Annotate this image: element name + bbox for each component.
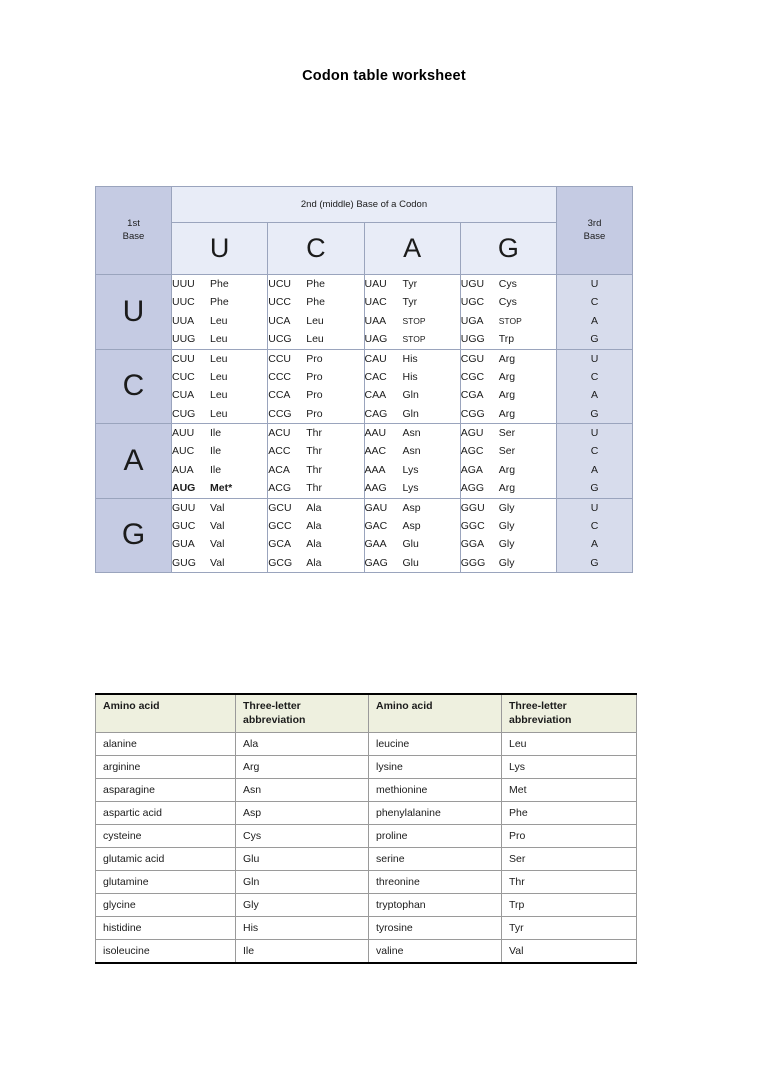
table-row: [96, 848, 637, 871]
middle-base-g: G: [460, 223, 556, 275]
codon-entry: GUC Val: [172, 519, 225, 532]
cell-abbrev: Gln: [236, 871, 369, 894]
codon-entry: UGG Trp: [460, 333, 515, 346]
codon-row-a: [96, 424, 633, 499]
cell-abbrev: Arg: [236, 756, 369, 779]
codon-entry: CCU Pro: [268, 352, 323, 365]
cell-abbrev: Lys: [502, 756, 637, 779]
table-row: [96, 871, 637, 894]
amino-acid-table-container: [95, 693, 636, 964]
table-row: [96, 802, 637, 825]
table-row: [96, 779, 637, 802]
codon-entry: GAC Asp: [364, 519, 421, 532]
cell-abbrev: Asp: [236, 802, 369, 825]
codon-entry: AAC Asn: [364, 445, 421, 458]
codon-entry: UGC Cys: [460, 296, 517, 309]
cell-amino-acid: aspartic acid: [96, 802, 236, 825]
third-base-cell-a: U C A G: [557, 424, 633, 499]
codon-row-g: [96, 498, 633, 573]
third-base-header-line1: 3rd: [587, 217, 602, 229]
amino-acid-header-row: [96, 694, 637, 733]
codon-table-header-row-1: [96, 187, 633, 223]
middle-base-u: U: [172, 223, 268, 275]
codon-entry: UGA STOP: [460, 314, 522, 327]
codon-entry: GCA Ala: [268, 538, 322, 551]
cell-abbrev: Pro: [502, 825, 637, 848]
codon-table-container: [95, 186, 633, 573]
cell-abbrev: Leu: [502, 733, 637, 756]
codon-cell-cu: [172, 349, 268, 424]
codon-entry: AAA Lys: [364, 463, 419, 476]
codon-cell-aa: [364, 424, 460, 499]
codon-cell-cc: [268, 349, 364, 424]
codon-cell-ca: [364, 349, 460, 424]
cell-abbrev: Ile: [236, 940, 369, 964]
codon-cell-gg: [460, 498, 556, 573]
codon-cell-gc: [268, 498, 364, 573]
codon-cell-ug: [460, 275, 556, 350]
codon-entry: CUU Leu: [172, 352, 228, 365]
cell-abbrev: Tyr: [502, 917, 637, 940]
codon-entry: CUA Leu: [172, 389, 228, 402]
third-base-header: [557, 187, 633, 275]
document-page: [0, 68, 768, 1092]
column-header-amino-acid-2: Amino acid: [369, 694, 502, 733]
codon-table-header-row-2: [96, 223, 633, 275]
column-header-abbrev-1: Three-letter abbreviation: [236, 694, 369, 733]
codon-entry: AUU Ile: [172, 427, 222, 439]
middle-base-c: C: [268, 223, 364, 275]
table-row: [96, 917, 637, 940]
third-base-cell-g: U C A G: [557, 498, 633, 573]
cell-abbrev: Cys: [236, 825, 369, 848]
amino-acid-table: [95, 693, 637, 964]
codon-entry: GUA Val: [172, 538, 225, 551]
table-row: [96, 825, 637, 848]
cell-amino-acid: asparagine: [96, 779, 236, 802]
cell-amino-acid: tryptophan: [369, 894, 502, 917]
codon-entry: ACG Thr: [268, 482, 322, 495]
codon-entry: GGA Gly: [460, 538, 515, 551]
codon-cell-ga: [364, 498, 460, 573]
codon-entry: CAG Gln: [364, 407, 419, 420]
codon-cell-gu: [172, 498, 268, 573]
codon-entry: ACU Thr: [268, 427, 322, 439]
third-base-header-line2: Base: [583, 230, 606, 242]
cell-amino-acid: leucine: [369, 733, 502, 756]
codon-entry: CCG Pro: [268, 407, 323, 420]
page-title: Codon table worksheet: [302, 68, 466, 84]
cell-amino-acid: alanine: [96, 733, 236, 756]
codon-entry: CAC His: [364, 370, 418, 383]
cell-abbrev: Trp: [502, 894, 637, 917]
codon-entry: GCG Ala: [268, 556, 322, 569]
cell-abbrev: Ser: [502, 848, 637, 871]
cell-amino-acid: proline: [369, 825, 502, 848]
codon-entry: CCA Pro: [268, 389, 323, 402]
cell-amino-acid: glycine: [96, 894, 236, 917]
codon-entry: UAU Tyr: [364, 278, 418, 290]
codon-entry: UGU Cys: [460, 278, 517, 290]
codon-entry: CUG Leu: [172, 407, 228, 420]
first-base-header-line1: 1st: [127, 217, 140, 229]
codon-entry: CGC Arg: [460, 370, 516, 383]
third-base-cell-u: U C A G: [557, 275, 633, 350]
cell-amino-acid: glutamic acid: [96, 848, 236, 871]
codon-entry: UAA STOP: [364, 314, 426, 327]
cell-amino-acid: valine: [369, 940, 502, 964]
codon-cell-cg: [460, 349, 556, 424]
codon-entry: UAG STOP: [364, 333, 426, 346]
codon-entry: GCC Ala: [268, 519, 322, 532]
cell-amino-acid: cysteine: [96, 825, 236, 848]
cell-abbrev: Asn: [236, 779, 369, 802]
codon-entry: GGC Gly: [460, 519, 515, 532]
codon-entry: CGG Arg: [460, 407, 516, 420]
codon-cell-uc: [268, 275, 364, 350]
codon-entry: UUC Phe: [172, 296, 229, 309]
codon-entry: GAU Asp: [364, 501, 421, 514]
first-base-header-line2: Base: [122, 230, 145, 242]
cell-abbrev: Val: [502, 940, 637, 964]
middle-base-a: A: [364, 223, 460, 275]
codon-entry: CAU His: [364, 352, 418, 365]
codon-entry: CUC Leu: [172, 370, 228, 383]
codon-entry: UCC Phe: [268, 296, 325, 309]
row-label-c: C: [96, 349, 172, 424]
codon-entry: AGC Ser: [460, 445, 516, 458]
codon-entry: UUA Leu: [172, 314, 228, 327]
codon-entry: AAU Asn: [364, 427, 421, 439]
codon-entry: CCC Pro: [268, 370, 323, 383]
table-row: [96, 756, 637, 779]
row-label-g: G: [96, 498, 172, 573]
cell-amino-acid: isoleucine: [96, 940, 236, 964]
codon-entry: AGG Arg: [460, 482, 516, 495]
codon-entry: ACC Thr: [268, 445, 322, 458]
cell-amino-acid: lysine: [369, 756, 502, 779]
cell-abbrev: His: [236, 917, 369, 940]
cell-abbrev: Ala: [236, 733, 369, 756]
cell-amino-acid: histidine: [96, 917, 236, 940]
codon-entry: UCA Leu: [268, 314, 324, 327]
cell-amino-acid: serine: [369, 848, 502, 871]
first-base-header: [96, 187, 172, 275]
codon-entry: AGU Ser: [460, 427, 516, 439]
cell-amino-acid: phenylalanine: [369, 802, 502, 825]
codon-entry: GAA Glu: [364, 538, 419, 551]
codon-table: [95, 186, 633, 573]
codon-entry: GGG Gly: [460, 556, 515, 569]
codon-cell-uu: [172, 275, 268, 350]
column-header-amino-acid-1: Amino acid: [96, 694, 236, 733]
cell-abbrev: Gly: [236, 894, 369, 917]
codon-entry: UCU Phe: [268, 278, 325, 290]
codon-cell-ag: [460, 424, 556, 499]
table-row: [96, 733, 637, 756]
column-header-abbrev-2: Three-letter abbreviation: [502, 694, 637, 733]
codon-entry: AUC Ile: [172, 445, 222, 458]
second-base-header: 2nd (middle) Base of a Codon: [172, 187, 557, 223]
codon-entry: UAC Tyr: [364, 296, 418, 309]
codon-entry: GAG Glu: [364, 556, 419, 569]
cell-abbrev: Phe: [502, 802, 637, 825]
codon-entry: CGA Arg: [460, 389, 516, 402]
codon-entry: GGU Gly: [460, 501, 515, 514]
codon-entry: ACA Thr: [268, 463, 322, 476]
codon-entry: UUG Leu: [172, 333, 228, 346]
codon-entry: UCG Leu: [268, 333, 324, 346]
third-base-cell-c: U C A G: [557, 349, 633, 424]
row-label-u: U: [96, 275, 172, 350]
cell-amino-acid: threonine: [369, 871, 502, 894]
codon-cell-au: [172, 424, 268, 499]
codon-row-c: [96, 349, 633, 424]
table-row: [96, 940, 637, 964]
table-row: [96, 894, 637, 917]
cell-amino-acid: glutamine: [96, 871, 236, 894]
codon-entry: AGA Arg: [460, 463, 516, 476]
codon-entry: GUG Val: [172, 556, 225, 569]
codon-entry: GCU Ala: [268, 501, 322, 514]
codon-cell-ua: [364, 275, 460, 350]
codon-row-u: [96, 275, 633, 350]
cell-abbrev: Glu: [236, 848, 369, 871]
codon-entry: UUU Phe: [172, 278, 229, 290]
cell-amino-acid: tyrosine: [369, 917, 502, 940]
cell-amino-acid: methionine: [369, 779, 502, 802]
codon-entry-start: AUG Met*: [172, 482, 233, 495]
codon-entry: AUA Ile: [172, 463, 222, 476]
row-label-a: A: [96, 424, 172, 499]
cell-abbrev: Thr: [502, 871, 637, 894]
cell-abbrev: Met: [502, 779, 637, 802]
codon-cell-ac: [268, 424, 364, 499]
codon-entry: CGU Arg: [460, 352, 516, 365]
codon-entry: CAA Gln: [364, 389, 419, 402]
codon-entry: AAG Lys: [364, 482, 419, 495]
codon-entry: GUU Val: [172, 501, 225, 514]
cell-amino-acid: arginine: [96, 756, 236, 779]
